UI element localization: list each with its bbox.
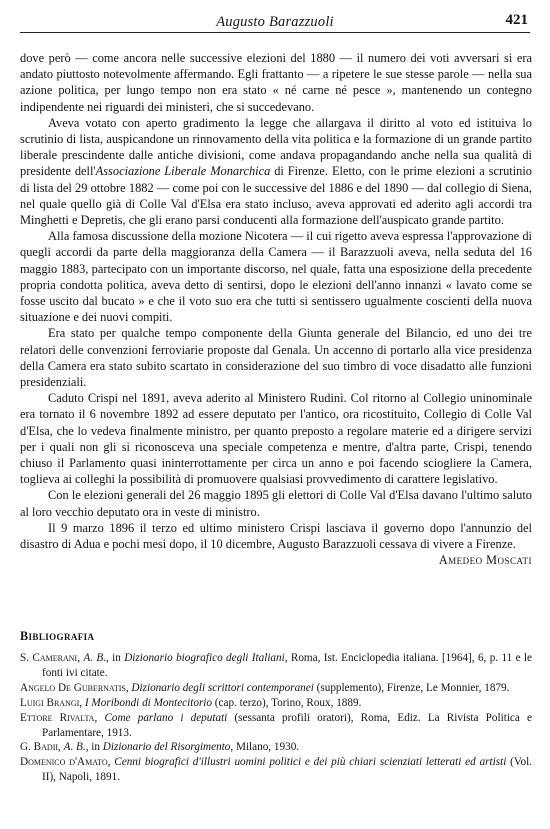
paragraph: Caduto Crispi nel 1891, aveva aderito al Ministero Rudinì. Col ritorno al Collegio uninominale era tornato il 6 novembre 1892 ad essere deputato per l'antico, ora ricostituito, Collegio di Colle Val d'Elsa, che lo vedeva finalmente ministro, per quanto preposto a regolare materie ed a dirigere servizi per i quali non gli si riconosceva una speciale competenza e mentre, d'altra parte, Crispi, tenendo chiuso il Parlamento quasi ininterrottamente per circa un anno e poi facendo sciogliere la Camera, toglieva ai colleghi la possibilità di promuovere qualsiasi provvedimento di carattere legislativo. — [20, 391, 532, 487]
entry-author: S. Camerani — [20, 652, 78, 664]
association-name: Associazione Liberale Monarchica — [95, 164, 271, 179]
entry-text: , — [94, 711, 105, 724]
entry-author: G. Badii — [20, 741, 59, 754]
entry-title: Dizionario degli scrittori contemporanei — [131, 681, 314, 694]
entry-text: , in — [105, 652, 125, 664]
entry-title: Dizionario del Risorgimento — [102, 741, 231, 754]
running-title: Augusto Barazzuoli — [216, 14, 334, 30]
paragraph: Con le elezioni generali del 26 maggio 1895 gli elettori di Colle Val d'Elsa davano l'ultimo saluto al loro vecchio deputato ora in veste di ministro. — [20, 488, 532, 519]
entry-text: (cap. terzo), Torino, Roux, 1889. — [212, 696, 362, 709]
bibliography-heading: Bibliografia — [20, 629, 95, 643]
entry-text: (sessanta profili oratori), Roma, Ediz. La Rivista Politica e Parlamentare, 1913. — [42, 711, 533, 739]
entry-text: , Roma, Ist. Enciclopedia italiana. [1964], 6, p. 11 e le fonti ivi citate. — [42, 652, 532, 679]
entry-text: (supplemento), Firenze, Le Monnier, 1879. — [313, 681, 510, 694]
entry-text: , — [58, 741, 64, 754]
page-number: 421 — [505, 12, 528, 28]
entry-title: Cenni biografici d'illustri uomini politici e dei più chiari scienziati letterati ed artisti — [114, 756, 507, 769]
entry-text: , — [77, 652, 84, 664]
entry-text: , in — [85, 741, 103, 754]
entry-text: , Milano, 1930. — [230, 741, 300, 754]
bibliography-entry — [20, 696, 532, 711]
author-signature: Amedeo Moscati — [438, 553, 532, 568]
entry-title: Come parlano i deputati — [104, 711, 228, 724]
article-body — [20, 50, 532, 569]
bibliography-entry — [20, 755, 532, 785]
paragraph-text: Aveva votato con aperto gradimento la legge che allargava il diritto al voto ed istituiva lo scrutinio di lista, auspicandone un rinnovamento della vita politica e la formazione di un grande partito liberale prescindente dalle antiche divisioni, come andava propagandando anche nella sua qualità di presidente dell' — [20, 115, 532, 179]
paragraph — [20, 115, 532, 228]
paragraph-text: di Firenze. Eletto, con le prime elezioni a scrutinio di lista del 29 ottobre 1882 — come poi con le successive del 1886 e del 1890 — dal collegio di Siena, nel quale quello già di Colle Val d'Elsa era stato incluso, aveva approvati ed aderito agli accordi tra Minghetti e Depretis, che gli erano parsi conducenti alla formazione dell'auspicato grande partito. — [20, 164, 532, 228]
paragraph: dove però — come ancora nelle successive elezioni del 1880 — il numero dei voti avversari si era andato piuttosto notevolmente affermando. Egli frattanto — a ripetere le sue stesse parole — nella sua azione politica, per lungo tempo non era stato « né carne né pesce », mantenendo un contegno indipendente nei riguardi dei ministeri, che si succedevano. — [20, 51, 532, 114]
entry-author: Luigi Brangi — [20, 696, 80, 709]
entry-title: Dizionario biografico degli Italiani — [124, 652, 285, 664]
entry-text: , — [125, 681, 132, 694]
entry-author: Domenico d'Amato — [20, 756, 108, 769]
paragraph: Alla famosa discussione della mozione Nicotera — il cui rigetto aveva espressa l'approvazione di quegli accordi da parte della maggioranza della Camera — il Barazzuoli aveva, nella seduta del 16 maggio 1883, partecipato con un importante discorso, nel quale, fatta una esposizione della precedente propria condotta politica, aveva detto di sentirsi, dopo le elezioni dell'anno innanzi « lavato come se fosse uscito dal bucato » e che il voto suo era che tutti si sentissero ugualmente coscienti della nuova situazione e dei nuovi compiti. — [20, 229, 532, 325]
entry-text: , — [79, 696, 85, 709]
bibliography-list — [20, 651, 532, 785]
entry-text: (Vol. II), Napoli, 1891. — [42, 756, 533, 784]
page-header — [20, 10, 530, 33]
entry-author: Angelo De Gubernatis — [20, 681, 126, 694]
bibliography-entry — [20, 711, 532, 741]
paragraph: Era stato per qualche tempo componente della Giunta generale del Bilancio, ed uno dei tre relatori delle convenzioni ferroviarie proposte dal Genala. Un accenno di portarlo alla vice presidenza della Camera era stato subito scartato in considerazione del suo timbro di voce disadatto alle funzioni presidenziali. — [20, 326, 532, 390]
bibliography-entry — [20, 740, 532, 755]
entry-title: A. B. — [83, 652, 106, 664]
entry-title: I Moribondi di Montecitorio — [84, 696, 212, 709]
bibliography-entry — [20, 651, 532, 681]
entry-author: Ettore Rivalta — [20, 711, 95, 724]
bibliography-entry — [20, 681, 532, 696]
entry-text: , — [107, 756, 115, 769]
entry-title: A. B. — [63, 741, 86, 754]
paragraph: Il 9 marzo 1896 il terzo ed ultimo ministero Crispi lasciava il governo dopo l'annunzio del disastro di Adua e pochi mesi dopo, il 10 dicembre, Augusto Barazzuoli cessava di vivere a Firenze. — [20, 520, 532, 552]
